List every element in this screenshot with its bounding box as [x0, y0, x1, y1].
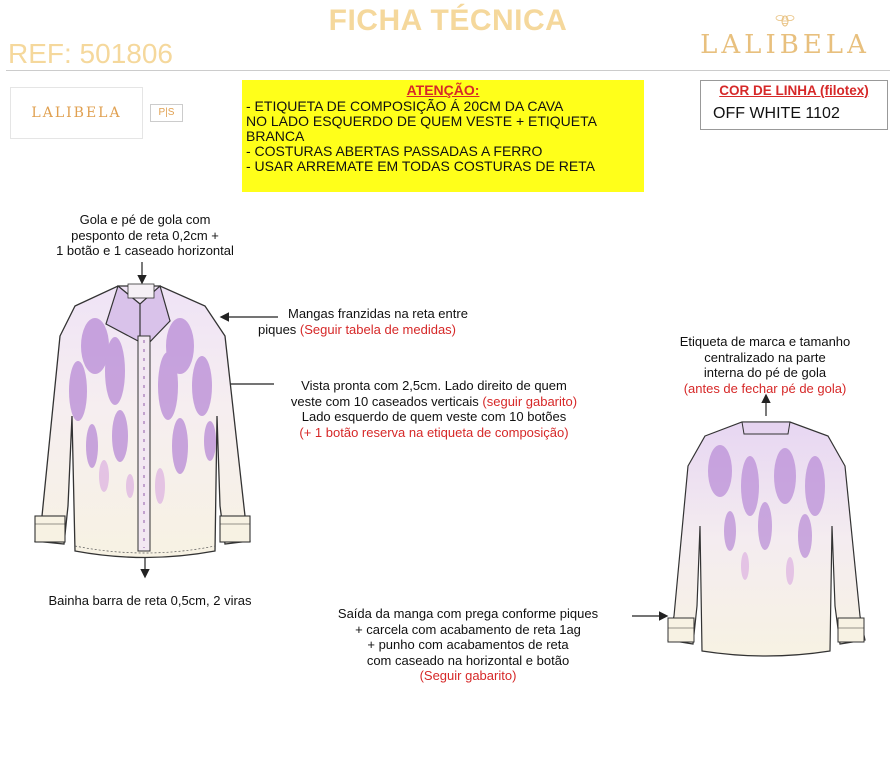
sleeves-note-text: piques	[258, 321, 300, 337]
label-tag-brand: LALIBELA	[31, 105, 122, 121]
size-tag: P|S	[150, 104, 183, 122]
placket-note-line: Vista pronta com 2,5cm. Lado direito de quem	[301, 378, 567, 393]
brand-label-note-line: Etiqueta de marca e tamanho	[679, 334, 851, 349]
sleeves-note-line: Mangas franzidas na reta entre	[288, 306, 468, 321]
placket-note-red: (+ 1 botão reserva na etiqueta de composição)	[299, 424, 569, 440]
brand-label-note-red: (antes de fechar pé de gola)	[683, 380, 847, 396]
hem-note: Bainha barra de reta 0,5cm, 2 viras	[48, 593, 252, 608]
cuff-note-line: + punho com acabamentos de reta	[367, 637, 569, 652]
sleeves-note-red: (Seguir tabela de medidas)	[299, 321, 457, 337]
attention-line: - USAR ARREMATE EM TODAS COSTURAS DE RETA	[246, 158, 596, 174]
cuff-note-red: (Seguir gabarito)	[419, 668, 517, 683]
cuff-note-line: Saída da manga com prega conforme piques	[337, 606, 599, 621]
collar-note-line: Gola e pé de gola com	[79, 212, 211, 227]
attention-line: BRANCA	[246, 128, 305, 144]
placket-note-text: veste com 10 caseados verticais	[290, 393, 483, 409]
placket-note-line: Lado esquerdo de quem veste com 10 botões	[301, 409, 567, 424]
cuff-note-line: com caseado na horizontal e botão	[366, 652, 570, 668]
shirt-back-illustration	[660, 416, 875, 661]
thread-color-heading: COR DE LINHA (filotex)	[719, 83, 869, 98]
attention-heading: ATENÇÃO:	[406, 82, 480, 98]
attention-line: - COSTURAS ABERTAS PASSADAS A FERRO	[246, 143, 543, 159]
cuff-note-line: + carcela com acabamento de reta 1ag	[355, 621, 581, 637]
collar-note-line: pesponto de reta 0,2cm +	[71, 227, 219, 243]
page-title: FICHA TÉCNICA	[328, 4, 568, 37]
shirt-front-illustration	[20, 276, 270, 566]
brand-wordmark: LALIBELA	[700, 30, 870, 60]
attention-line: NO LADO ESQUERDO DE QUEM VESTE + ETIQUETA	[246, 113, 597, 129]
reference-code: REF: 501806	[8, 38, 173, 69]
placket-note-red: (seguir gabarito)	[482, 393, 578, 409]
attention-line: - ETIQUETA DE COMPOSIÇÃO Á 20CM DA CAVA	[246, 98, 564, 114]
brand-label-note-line: centralizado na parte	[704, 349, 826, 365]
collar-note-line: 1 botão e 1 caseado horizontal	[56, 243, 234, 258]
brand-label-note-line: interna do pé de gola	[703, 365, 827, 380]
thread-color-value: OFF WHITE 1102	[713, 105, 840, 122]
